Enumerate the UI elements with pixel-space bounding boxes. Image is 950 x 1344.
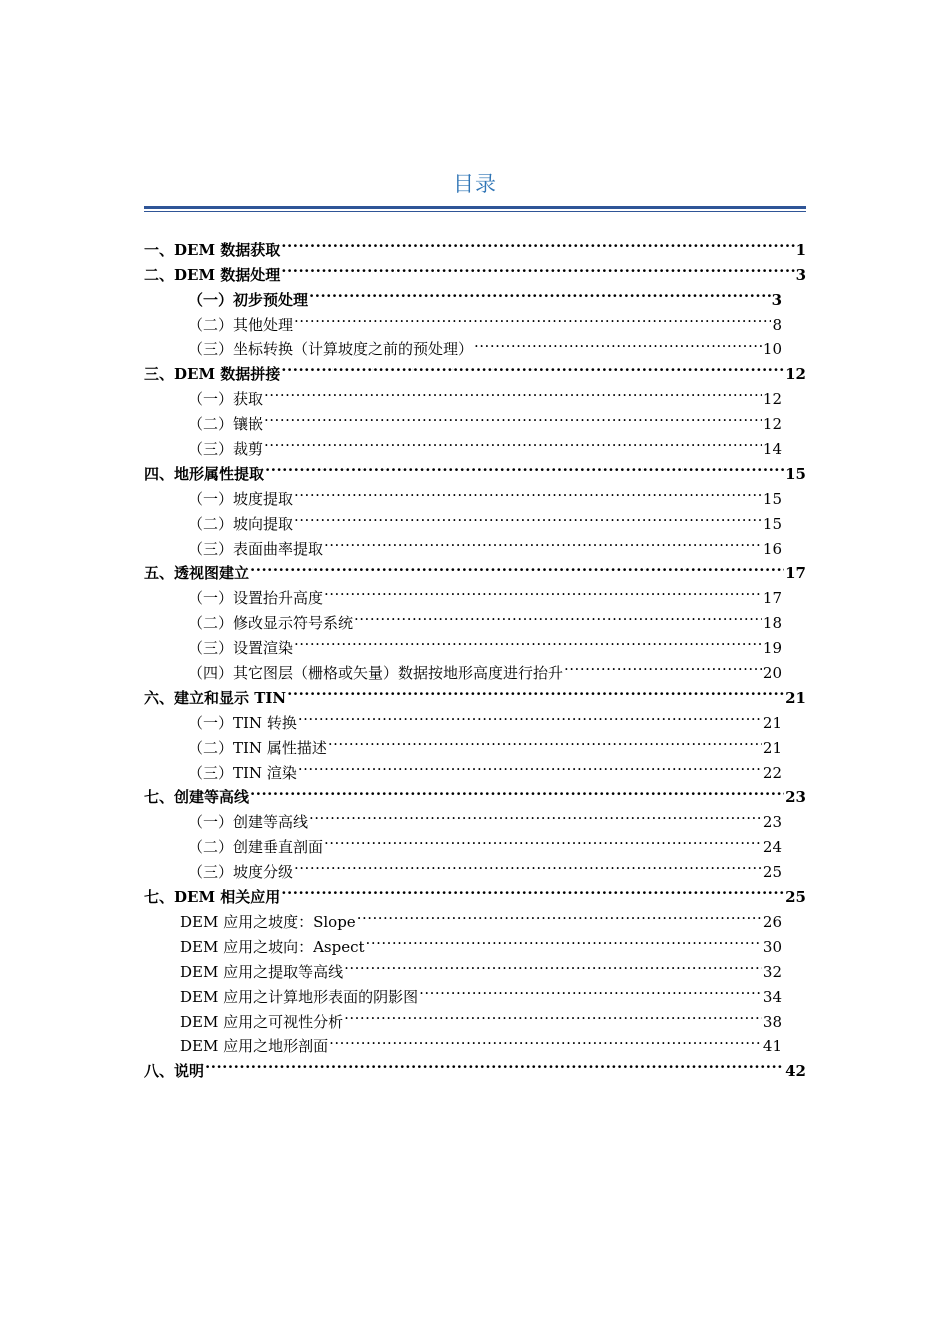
toc-dot-leader <box>329 1027 762 1052</box>
toc-entry-label: DEM 应用之坡向：Aspect <box>180 937 365 956</box>
toc-entry-page-number: 42 <box>785 1062 806 1081</box>
toc-entry-label: （一）TIN 转换 <box>188 713 297 732</box>
toc-dot-leader <box>205 1051 784 1076</box>
toc-entry-page-number: 15 <box>762 489 782 508</box>
toc-dot-leader <box>294 504 762 529</box>
toc-dot-leader <box>264 429 762 454</box>
toc-dot-leader <box>419 977 762 1002</box>
page-title: 目录 <box>453 172 497 196</box>
toc-entry-page-number: 32 <box>762 962 782 981</box>
divider-thin-line <box>144 211 806 212</box>
toc-dot-leader <box>298 703 762 728</box>
toc-dot-leader <box>328 728 762 753</box>
toc-dot-leader <box>309 802 762 827</box>
toc-entry-page-number: 25 <box>762 863 782 882</box>
toc-entry-page-number: 1 <box>795 240 806 259</box>
toc-entry-page-number: 21 <box>785 688 806 707</box>
toc-dot-leader <box>298 753 762 778</box>
toc-entry-label: 七、DEM 相关应用 <box>144 888 281 907</box>
toc-dot-leader <box>344 952 762 977</box>
toc-entry-page-number: 26 <box>762 912 782 931</box>
toc-entry-page-number: 3 <box>771 290 782 309</box>
toc-entry-label: （二）镶嵌 <box>188 415 264 434</box>
toc-entry-label: （三）坐标转换（计算坡度之前的预处理） <box>188 340 474 359</box>
toc-dot-leader <box>294 305 771 330</box>
toc-entry-label: （二）修改显示符号系统 <box>188 614 354 633</box>
toc-entry-label: （二）其他处理 <box>188 315 294 334</box>
toc-entry-label: DEM 应用之坡度：Slope <box>180 912 356 931</box>
toc-dot-leader <box>324 529 762 554</box>
toc-entry-page-number: 15 <box>762 514 782 533</box>
toc-entry-page-number: 12 <box>762 415 782 434</box>
toc-entry-page-number: 3 <box>795 265 806 284</box>
toc-entry-page-number: 17 <box>785 564 806 583</box>
toc-entry-page-number: 24 <box>762 838 782 857</box>
toc-dot-leader <box>264 404 762 429</box>
toc-dot-leader <box>564 653 762 678</box>
toc-entry-label: 七、创建等高线 <box>144 788 250 807</box>
toc-entry-page-number: 41 <box>762 1037 782 1056</box>
toc-entry-label: （三）裁剪 <box>188 440 264 459</box>
toc-entry-label: （二）TIN 属性描述 <box>188 738 327 757</box>
toc-dot-leader <box>250 554 784 579</box>
toc-entry-label: 一、DEM 数据获取 <box>144 240 281 259</box>
toc-dot-leader <box>294 628 762 653</box>
toc-entry-label: （三）坡度分级 <box>188 863 294 882</box>
toc-entry-page-number: 23 <box>785 788 806 807</box>
toc-dot-leader <box>281 877 784 902</box>
toc-dot-leader <box>294 852 762 877</box>
toc-entry-page-number: 20 <box>762 664 782 683</box>
toc-dot-leader <box>287 678 784 703</box>
toc-entry-page-number: 10 <box>762 340 782 359</box>
toc-dot-leader <box>281 230 794 255</box>
toc-entry-page-number: 21 <box>762 713 782 732</box>
toc-dot-leader <box>309 280 771 305</box>
toc-entry-page-number: 15 <box>785 464 806 483</box>
toc-entry-page-number: 19 <box>762 639 782 658</box>
toc-entry-page-number: 34 <box>762 987 782 1006</box>
table-of-contents <box>144 230 806 1081</box>
toc-dot-leader <box>354 603 762 628</box>
toc-entry-label: DEM 应用之提取等高线 <box>180 962 344 981</box>
toc-entry-label: DEM 应用之可视性分析 <box>180 1012 344 1031</box>
toc-entry-page-number: 23 <box>762 813 782 832</box>
toc-entry-page-number: 8 <box>772 315 782 334</box>
toc-dot-leader <box>344 1002 762 1027</box>
toc-dot-leader <box>324 578 762 603</box>
toc-entry-page-number: 25 <box>785 888 806 907</box>
toc-entry-label: （一）创建等高线 <box>188 813 309 832</box>
toc-entry-label: （三）表面曲率提取 <box>188 539 324 558</box>
divider-thick-line <box>144 206 806 209</box>
toc-entry-label: （一）初步预处理 <box>188 290 309 309</box>
toc-dot-leader <box>250 778 784 803</box>
toc-entry-label: DEM 应用之地形剖面 <box>180 1037 329 1056</box>
toc-dot-leader <box>294 479 762 504</box>
toc-entry-page-number: 12 <box>762 390 782 409</box>
toc-entry-page-number: 16 <box>762 539 782 558</box>
toc-entry-page-number: 14 <box>762 440 782 459</box>
toc-entry-page-number: 18 <box>762 614 782 633</box>
toc-dot-leader <box>324 827 762 852</box>
toc-entry-label: 八、说明 <box>144 1062 205 1081</box>
toc-entry-label: （一）设置抬升高度 <box>188 589 324 608</box>
toc-entry-label: （三）TIN 渲染 <box>188 763 297 782</box>
toc-entry-page-number: 17 <box>762 589 782 608</box>
toc-entry-label: （四）其它图层（栅格或矢量）数据按地形高度进行抬升 <box>188 664 564 683</box>
toc-entry-label: 五、透视图建立 <box>144 564 250 583</box>
toc-entry-page-number: 22 <box>762 763 782 782</box>
toc-dot-leader <box>357 902 762 927</box>
toc-entry-label: （一）获取 <box>188 390 264 409</box>
toc-dot-leader <box>281 255 794 280</box>
toc-dot-leader <box>281 354 784 379</box>
toc-entry-label: 四、地形属性提取 <box>144 464 265 483</box>
title-divider <box>144 206 806 212</box>
toc-entry[interactable] <box>144 230 806 259</box>
toc-entry-label: （一）坡度提取 <box>188 489 294 508</box>
toc-entry-label: DEM 应用之计算地形表面的阴影图 <box>180 987 419 1006</box>
toc-dot-leader <box>265 454 784 479</box>
toc-dot-leader <box>474 330 762 355</box>
toc-entry-page-number: 38 <box>762 1012 782 1031</box>
toc-entry-page-number: 12 <box>785 365 806 384</box>
toc-dot-leader <box>264 379 762 404</box>
toc-entry-label: 六、建立和显示 TIN <box>144 688 287 707</box>
toc-entry-label: （二）坡向提取 <box>188 514 294 533</box>
toc-entry-label: 二、DEM 数据处理 <box>144 265 281 284</box>
toc-dot-leader <box>366 927 762 952</box>
toc-entry-page-number: 21 <box>762 738 782 757</box>
toc-entry-label: （二）创建垂直剖面 <box>188 838 324 857</box>
toc-entry-page-number: 30 <box>762 937 782 956</box>
toc-entry-label: 三、DEM 数据拼接 <box>144 365 281 384</box>
toc-entry-label: （三）设置渲染 <box>188 639 294 658</box>
toc-entry[interactable] <box>144 1051 806 1081</box>
